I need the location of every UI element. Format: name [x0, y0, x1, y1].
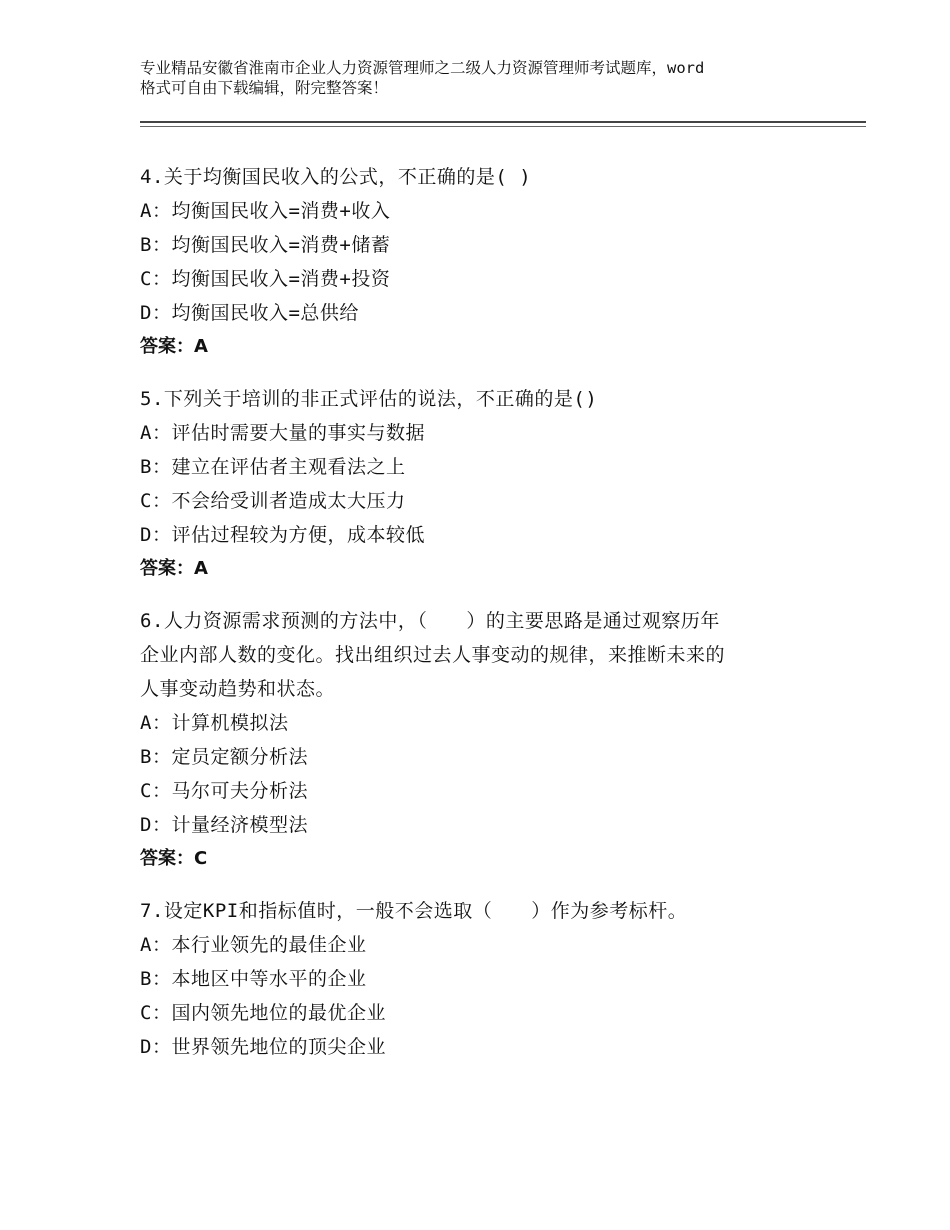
header-divider-thick [140, 121, 866, 123]
answer-label: 答案：A [140, 558, 208, 579]
document-header [140, 58, 830, 98]
answer-label: 答案：C [140, 848, 208, 869]
option-b: B：定员定额分析法 [140, 746, 308, 768]
question-stem-line-2: 企业内部人数的变化。找出组织过去人事变动的规律，来推断未来的 [140, 644, 726, 666]
question-stem-line-3: 人事变动趋势和状态。 [140, 678, 336, 700]
question-5 [140, 382, 820, 586]
question-stem: 7.设定KPI和指标值时，一般不会选取（ ）作为参考标杆。 [140, 900, 688, 922]
option-a: A：本行业领先的最佳企业 [140, 934, 367, 956]
question-4 [140, 160, 820, 364]
question-stem-line-1: 6.人力资源需求预测的方法中，（ ）的主要思路是通过观察历年 [140, 610, 720, 632]
option-d: D：均衡国民收入=总供给 [140, 302, 359, 324]
question-list [140, 160, 820, 1082]
option-c: C：国内领先地位的最优企业 [140, 1002, 386, 1024]
question-6 [140, 604, 820, 876]
option-c: C：马尔可夫分析法 [140, 780, 308, 802]
header-line-1: 专业精品安徽省淮南市企业人力资源管理师之二级人力资源管理师考试题库，word [140, 59, 705, 77]
question-7 [140, 894, 820, 1064]
option-d: D：世界领先地位的顶尖企业 [140, 1036, 386, 1058]
question-stem: 5.下列关于培训的非正式评估的说法，不正确的是() [140, 388, 598, 410]
option-b: B：本地区中等水平的企业 [140, 968, 367, 990]
option-c: C：均衡国民收入=消费+投资 [140, 268, 391, 290]
option-d: D：评估过程较为方便，成本较低 [140, 524, 425, 546]
option-a: A：计算机模拟法 [140, 712, 289, 734]
option-c: C：不会给受训者造成太大压力 [140, 490, 406, 512]
header-divider-thin [140, 126, 866, 127]
header-line-2: 格式可自由下载编辑，附完整答案！ [140, 79, 389, 97]
answer-label: 答案：A [140, 336, 208, 357]
option-a: A：评估时需要大量的事实与数据 [140, 422, 425, 444]
question-stem: 4.关于均衡国民收入的公式，不正确的是( ) [140, 166, 532, 188]
option-a: A：均衡国民收入=消费+收入 [140, 200, 391, 222]
option-d: D：计量经济模型法 [140, 814, 308, 836]
option-b: B：均衡国民收入=消费+储蓄 [140, 234, 391, 256]
option-b: B：建立在评估者主观看法之上 [140, 456, 406, 478]
